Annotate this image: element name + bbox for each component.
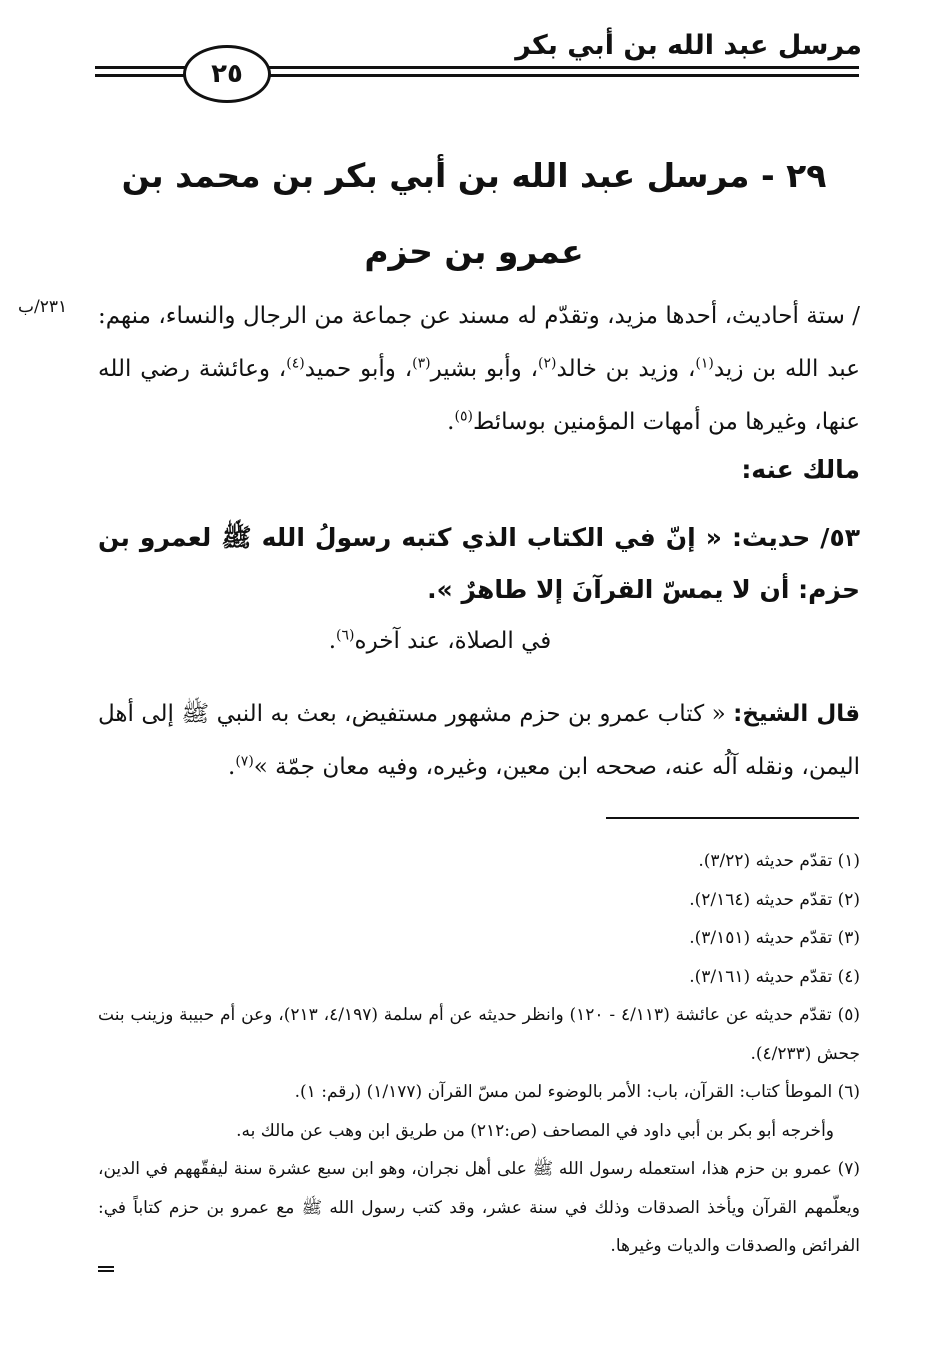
footnote: (٦) الموطأ كتاب: القرآن، باب: الأمر بالوضوء لمن مسّ القرآن (١/١٧٧) (رقم: ١). — [294, 1082, 860, 1102]
footnote: (١) تقدّم حديثه (٣/٢٢). — [698, 851, 860, 871]
hadith-paragraph — [98, 512, 860, 616]
page-end-mark — [98, 1266, 114, 1272]
chapter-title-line: ٢٩ - مرسل عبد الله بن أبي بكر بن محمد بن — [121, 156, 827, 195]
chapter-title-line: عمرو بن حزم — [364, 232, 584, 271]
footnote: (٣) تقدّم حديثه (٣/١٥١). — [689, 928, 860, 948]
footnote-ref: (٦) — [336, 627, 355, 644]
footnote-continuation: وأخرجه أبو بكر بن أبي داود في المصاحف (ص:٢١٢) من طريق ابن وهب عن مالك به. — [236, 1120, 834, 1141]
intro-text: ، وأبو بشير — [430, 356, 539, 382]
hadith-label: ٥٣/ حديث: — [731, 523, 860, 552]
footnote: (٢) تقدّم حديثه (٢/١٦٤). — [689, 889, 860, 910]
manuscript-folio-ref: ٢٣١/ب — [18, 297, 68, 317]
intro-text: ، وأبو حميد — [304, 356, 413, 382]
intro-text: / ستة أحاديث، أحدها مزيد، وتقدّم له مسند عن جماعة من الرجال والنساء، منهم: عبد الله بن زيد — [98, 303, 860, 382]
source-text: في الصلاة، عند آخره — [354, 628, 552, 654]
footnote-ref: (٧) — [235, 753, 254, 770]
footnote-ref: (٢) — [538, 355, 557, 372]
hadith-source — [0, 628, 880, 654]
footnote-ref: (٥) — [454, 408, 473, 425]
footnote: (٧) عمرو بن حزم هذا، استعمله رسول الله ﷺ على أهل نجران، وهو ابن سبع عشرة سنة ليفقّههم في الدين، ويعلّمهم القرآن ويأخذ الصدقات وذلك في سنة عشر، وقد كتب رسول الله ﷺ مع عمرو بن حزم كتاباً في: الفرائض والصدقات والديات وغيرها. — [98, 1159, 860, 1256]
running-header-title: مرسل عبد الله بن أبي بكر — [515, 30, 862, 61]
source-end: . — [328, 628, 337, 654]
intro-text: ، وعائشة رضي الله عنها، وغيرها من أمهات المؤمنين بوسائط — [98, 356, 860, 435]
intro-text: . — [447, 409, 455, 435]
footnote-ref: (١) — [695, 355, 714, 372]
footnotes — [98, 842, 860, 1266]
intro-paragraph — [98, 290, 860, 449]
shaykh-end: . — [228, 754, 236, 780]
hadith-text: « إنّ في الكتاب الذي كتبه رسولُ الله ﷺ لعمرو بن حزم: أن لا يمسّ القرآنَ إلا طاهرٌ ». — [98, 523, 860, 604]
page-number: ٢٥ — [183, 45, 271, 103]
shaykh-label: قال الشيخ: — [733, 701, 860, 727]
shaykh-text: « كتاب عمرو بن حزم مشهور مستفيض، بعث به النبي ﷺ إلى أهل اليمن، ونقله آلُه عنه، صححه ابن معين، وغيره، وفيه معان جمّة » — [98, 701, 860, 780]
footnote-ref: (٣) — [412, 355, 431, 372]
footnote-ref: (٤) — [286, 355, 305, 372]
footnote: (٤) تقدّم حديثه (٣/١٦١). — [689, 966, 860, 987]
intro-text: ، وزيد بن خالد — [556, 356, 696, 382]
section-heading: مالك عنه: — [741, 455, 860, 484]
footnote-separator — [606, 817, 859, 819]
shaykh-paragraph — [98, 688, 860, 794]
chapter-title — [90, 138, 858, 290]
footnote: (٥) تقدّم حديثه عن عائشة (٤/١١٣ - ١٢٠) وانظر حديثه عن أم سلمة (٤/١٩٧، ٢١٣)، وعن أم حبيبة وزينب بنت جحش (٤/٢٣٣). — [98, 1005, 860, 1064]
